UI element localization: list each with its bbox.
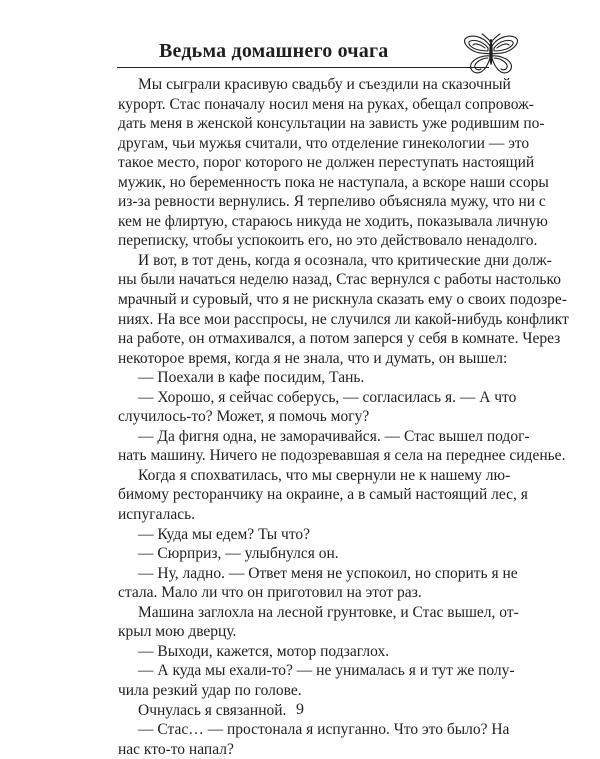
header-title: Ведьма домашнего очага	[159, 40, 389, 62]
text-line: Очнулась я связанной.	[138, 701, 287, 719]
text-line: некоторое время, когда я не знала, что и думать, он вышел:	[118, 349, 508, 367]
text-line: нать машину. Ничего не подозревавшая я села на переднее сиденье.	[118, 447, 566, 465]
text-line: на работе, он отмахивался, а потом заперся у себя в комнате. Через	[118, 330, 561, 348]
running-header	[117, 40, 497, 70]
text-line: И вот, в тот день, когда я осознала, что критические дни долж-	[138, 251, 552, 269]
text-line: мрачный и суровый, что я не рискнула сказать ему о своих подозре-	[118, 291, 567, 309]
text-line: курорт. Стас поначалу носил меня на руках, обещал сопровож-	[118, 95, 534, 113]
text-line: другам, чьи мужья считали, что отделение гинекологии — это	[118, 134, 530, 152]
page-number: 9	[296, 701, 304, 718]
text-line: случилось-то? Может, я помочь могу?	[118, 408, 370, 426]
text-line: — Хорошо, я сейчас соберусь, — согласилась я. — А что	[138, 388, 517, 406]
text-line: дать меня в женской консультации на зависть уже родившим по-	[118, 115, 545, 133]
text-line: Мы сыграли красивую свадьбу и съездили на сказочный	[138, 76, 511, 93]
text-line: переписку, чтобы успокоить его, но это действовало ненадолго.	[118, 232, 538, 250]
butterfly-icon	[462, 33, 520, 79]
text-line: — Да фигня одна, не заморачивайся. — Стас вышел подог-	[138, 427, 530, 445]
text-line: ны были начаться неделю назад, Стас вернулся с работы настолько	[118, 271, 561, 289]
text-line: — Куда мы едем? Ты что?	[138, 525, 311, 543]
text-line: — Сюрприз, — улыбнулся он.	[138, 545, 339, 563]
text-line: бимому ресторанчику на окраине, а в самый настоящий лес, я	[118, 486, 528, 504]
text-line: испугалась.	[118, 506, 196, 524]
text-line: кем не флиртую, стараюсь никуда не ходить, показывала личную	[118, 212, 548, 230]
text-line: мужик, но беременность пока не наступала, а вскоре наши ссоры	[118, 173, 549, 191]
text-line: из-за ревности вернулись. Я терпеливо объясняла мужу, что ни с	[118, 193, 546, 211]
text-line: — Ну, ладно. — Ответ меня не успокоил, но спорить я не	[138, 564, 518, 582]
text-line: Машина заглохла на лесной грунтовке, и Стас вышел, от-	[138, 603, 519, 621]
text-line: чила резкий удар по голове.	[118, 681, 302, 699]
text-line: такое место, порог которого не должен переступать настоящий	[118, 154, 535, 172]
text-line: стала. Мало ли что он приготовил на этот раз.	[118, 584, 422, 602]
text-line: крыл мою дверцу.	[118, 623, 237, 641]
text-line: ниях. На все мои расспросы, не случился ли какой-нибудь конфликт	[118, 310, 569, 328]
text-line: — Выходи, кажется, мотор подзаглох.	[138, 642, 390, 660]
text-line: Когда я спохватилась, что мы свернули не к нашему лю-	[138, 466, 511, 484]
body-text	[118, 75, 569, 759]
text-line: — Стас… — простонала я испуганно. Что это было? На	[138, 721, 510, 739]
text-line: — Поехали в кафе посидим, Тань.	[138, 369, 365, 387]
text-line: нас кто-то напал?	[118, 740, 234, 758]
header-rule	[117, 67, 489, 68]
text-line: — А куда мы ехали-то? — не унималась я и тут же полу-	[138, 662, 515, 680]
